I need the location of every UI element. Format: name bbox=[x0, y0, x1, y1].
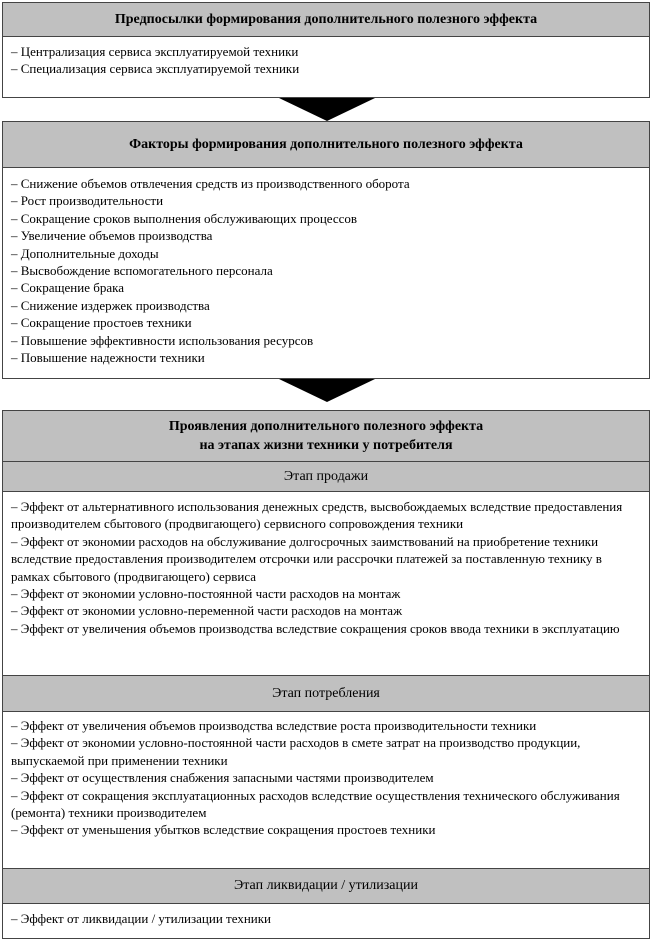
stage-sale-header: Этап продажи bbox=[3, 461, 649, 492]
list-item: – Повышение надежности техники bbox=[11, 350, 205, 366]
factors-title: Факторы формирования дополнительного полезного эффекта bbox=[3, 122, 649, 168]
list-item: – Специализация сервиса эксплуатируемой техники bbox=[11, 61, 300, 77]
list-item: – Эффект от альтернативного использования денежных средств, высвобождаемых вследствие предоставления производителем сбытового (продвигающего) сервисного сопровождения техники bbox=[11, 499, 623, 532]
factors-box bbox=[2, 121, 650, 379]
list-item: – Эффект от увеличения объемов производства вследствие роста производительности техники bbox=[11, 718, 537, 733]
list-item: – Эффект от уменьшения убытков вследствие сокращения простоев техники bbox=[11, 822, 436, 838]
arrow-down-icon bbox=[279, 98, 375, 121]
list-item: – Сокращение брака bbox=[11, 280, 124, 296]
list-item: – Эффект от экономии условно-переменной части расходов на монтаж bbox=[11, 603, 403, 619]
list-item: – Рост производительности bbox=[11, 193, 164, 209]
list-item: – Сокращение простоев техники bbox=[11, 315, 192, 331]
list-item: – Сокращение сроков выполнения обслуживающих процессов bbox=[11, 210, 358, 226]
list-item: – Снижение объемов отвлечения средств из производственного оборота bbox=[11, 176, 410, 191]
stage-consumption-list bbox=[3, 712, 649, 868]
list-item: – Повышение эффективности использования ресурсов bbox=[11, 332, 314, 348]
list-item: – Высвобождение вспомогательного персонала bbox=[11, 263, 273, 279]
preconditions-title: Предпосылки формирования дополнительного полезного эффекта bbox=[3, 3, 649, 37]
list-item: – Эффект от увеличения объемов производства вследствие сокращения сроков ввода техники в эксплуатацию bbox=[11, 620, 620, 636]
list-item: – Дополнительные доходы bbox=[11, 245, 159, 261]
stage-sale-list bbox=[3, 492, 649, 675]
list-item: – Централизация сервиса эксплуатируемой техники bbox=[11, 44, 299, 59]
manifestations-box bbox=[2, 410, 650, 939]
list-item: – Эффект от экономии условно-постоянной части расходов на монтаж bbox=[11, 586, 401, 602]
factors-list bbox=[3, 168, 649, 366]
list-item: – Снижение издержек производства bbox=[11, 297, 210, 313]
list-item: – Эффект от экономии расходов на обслуживание долгосрочных заимствований на приобретение техники вследствие предоставления производителем отсрочки или рассрочки платежей за поставленную технику в рамках сбытового (продвигающего) сервиса bbox=[11, 533, 602, 584]
stage-consumption-header: Этап потребления bbox=[3, 675, 649, 712]
manifestations-title: Проявления дополнительного полезного эффекта на этапах жизни техники у потребителя bbox=[3, 411, 649, 461]
stage-disposal-list bbox=[3, 904, 649, 927]
list-item: – Эффект от экономии условно-постоянной части расходов в смете затрат на производство продукции, выпускаемой при применении техники bbox=[11, 735, 581, 768]
arrow-down-icon bbox=[279, 379, 375, 402]
stage-disposal-header: Этап ликвидации / утилизации bbox=[3, 868, 649, 904]
list-item: – Эффект от ликвидации / утилизации техники bbox=[11, 911, 272, 926]
list-item: – Эффект от осуществления снабжения запасными частями производителем bbox=[11, 770, 434, 786]
preconditions-list bbox=[3, 37, 649, 78]
list-item: – Увеличение объемов производства bbox=[11, 228, 213, 244]
preconditions-box bbox=[2, 2, 650, 98]
list-item: – Эффект от сокращения эксплуатационных расходов вследствие осуществления технического обслуживания (ремонта) техники производителем bbox=[11, 787, 620, 821]
